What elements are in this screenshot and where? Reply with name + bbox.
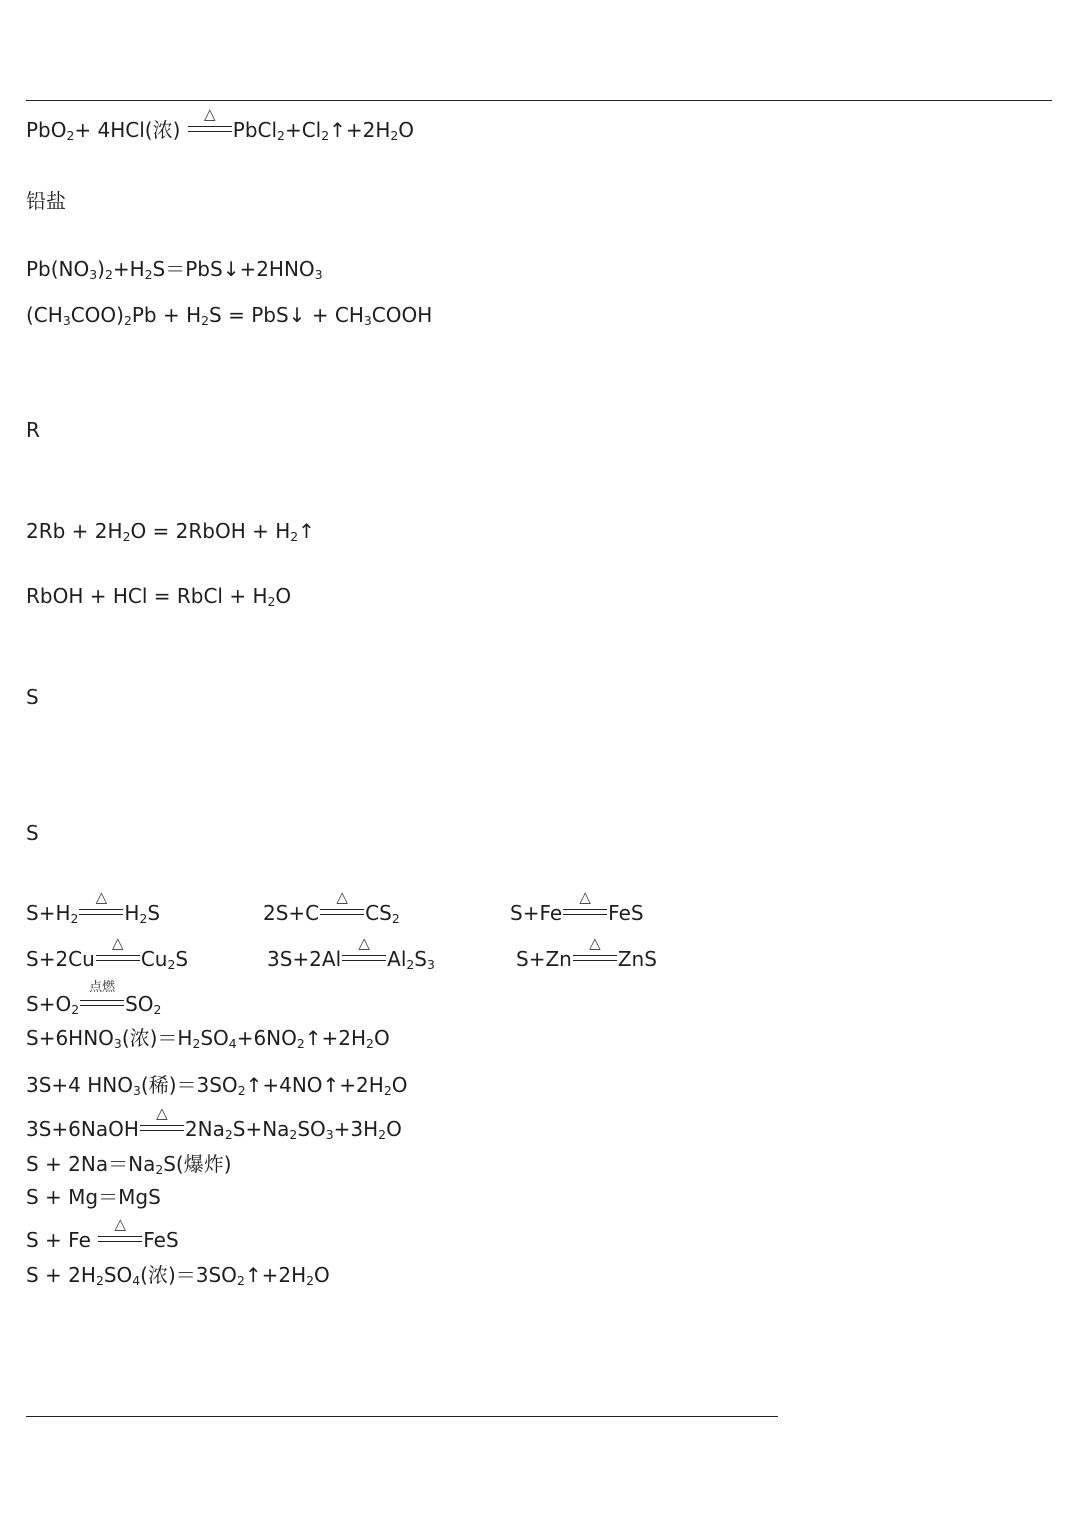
reaction-condition-label: 点燃 [89,980,116,995]
reaction-condition-arrow [320,888,364,917]
equation-text: PbO [26,118,67,142]
equation-text: +6NO [236,1026,297,1050]
reaction-condition-label: △ [336,888,348,906]
subscript: 2 [390,128,399,144]
equation-text: (浓)＝3SO [140,1263,237,1287]
equation-text: Pb + H [131,303,202,327]
reaction-condition-label: △ [589,934,601,952]
subscript: 2 [95,1273,104,1289]
equation-pbo2-hcl [26,105,415,144]
subscript: 2 [71,1002,80,1018]
equation-text: S+2Cu [26,947,95,971]
reaction-condition-label: △ [579,888,591,906]
subscript: 2 [201,313,210,329]
sulfur-heading: S [26,685,39,709]
double-bar-bottom [573,960,617,961]
equation-text: S = PbS↓ + CH [209,303,364,327]
equation-text: Pb(NO [26,257,90,281]
equation-text: S+O [26,992,72,1016]
subscript: 3 [325,1127,334,1143]
subscript: 2 [378,1127,387,1143]
double-bar-bottom [140,1130,184,1131]
equation-text: SO [200,1026,229,1050]
double-bar-top [79,909,123,910]
double-bar-top [320,909,364,910]
subscript: 2 [321,128,330,144]
equation-s-mg [26,1185,161,1209]
equation-rb-water [26,519,315,543]
subscript: 2 [224,1127,233,1143]
double-bar-top [98,1236,142,1237]
reaction-condition-arrow [79,888,123,917]
section-subheading-sulfur [26,821,39,845]
equation-text: SO [297,1117,326,1141]
equation-text: Al [387,947,407,971]
subscript: 2 [290,529,299,545]
subscript: 2 [237,1083,246,1099]
double-bar-bottom [80,1005,124,1006]
equation-s-naoh [26,1104,402,1143]
subscript: 2 [289,1127,298,1143]
equation-text: S + 2Na＝Na [26,1152,156,1176]
subscript: 2 [104,267,113,283]
equation-lead-nitrate-h2s [26,257,323,281]
reaction-condition-arrow [573,934,617,963]
reaction-condition-label: △ [203,105,216,123]
equation-s-o2 [26,980,162,1018]
equation-text: (稀)＝3SO [140,1073,238,1097]
subscript: 2 [306,1273,314,1289]
double-bar-bottom [342,960,386,961]
double-bar-top [96,955,140,956]
subscript: 4 [132,1273,141,1289]
equation-text: 3S+6NaOH [26,1117,139,1141]
equation-text: SO [103,1263,133,1287]
equation-text: COOH [371,303,433,327]
double-bar-top [188,126,232,127]
equation-s-c [263,888,400,927]
subscript: 2 [296,1036,305,1052]
equation-text: CS [365,901,392,925]
equation-text: O [314,1263,330,1287]
equation-text: S + Mg＝MgS [26,1185,161,1209]
equation-s-al [267,934,435,973]
double-bar-bottom [188,131,232,132]
equation-s-conc-h2so4 [26,1263,330,1287]
double-bar-top [80,1000,124,1001]
equation-lead-acetate-h2s-text [26,303,432,327]
subscript: 3 [363,313,372,329]
equation-text: O [398,118,415,142]
equation-lead-nitrate-h2s-text [26,257,323,281]
equation-s-mg-text [26,1185,161,1209]
equation-text: S(爆炸) [163,1152,232,1176]
double-bar-bottom [79,914,123,915]
equation-text: S+H [26,901,71,925]
double-bar-top [342,955,386,956]
equation-text: S [147,901,161,925]
equation-text: 2Na [184,1117,225,1141]
equation-text: + 4HCl(浓) [74,118,187,142]
double-bar-bottom [563,914,607,915]
equation-text: 2Rb + 2H [26,519,123,543]
reaction-condition-label: △ [114,1215,127,1233]
section-heading-lead-salts [26,189,66,213]
rubidium-heading: R [26,418,40,442]
equation-text: +H [112,257,145,281]
equation-s-cu-text [26,934,189,973]
equation-s-dilute-hno3 [26,1073,407,1097]
subscript: 2 [267,594,276,610]
subscript: 2 [192,1036,201,1052]
equation-s-c-text [263,888,400,927]
equation-text: 3S+2Al [267,947,342,971]
equation-text: 2S+C [263,901,320,925]
reaction-condition-arrow [563,888,607,917]
reaction-condition-arrow [98,1215,142,1244]
equation-s-conc-h2so4-text [26,1263,330,1287]
equation-text: S [414,947,427,971]
subscript: 2 [123,313,132,329]
double-bar-bottom [96,960,140,961]
equation-rb-water-text [26,519,315,543]
subscript: 2 [139,911,148,927]
equation-text: COO) [70,303,124,327]
equation-text: ↑+2H [329,118,391,142]
equation-text: S [175,947,189,971]
section-heading-sulfur [26,685,39,709]
equation-text: ↑+2H [304,1026,367,1050]
reaction-condition-arrow [80,980,124,1008]
equation-s-zn [516,934,657,971]
subscript: 3 [89,267,98,283]
sulfur-subheading: S [26,821,39,845]
reaction-condition-arrow [188,105,232,134]
equation-lead-acetate-h2s [26,303,432,327]
equation-text: FeS [143,1228,179,1252]
equation-s-zn-text [516,934,657,971]
equation-s-h2 [26,888,161,927]
equation-text: S+Zn [516,947,572,971]
equation-text: S＝PbS↓+2HNO [152,257,315,281]
reaction-condition-arrow [342,934,386,963]
subscript: 2 [122,529,131,545]
equation-text: O [386,1117,402,1141]
equation-s-fe [26,1215,179,1252]
equation-text: ) [97,257,105,281]
reaction-condition-label: △ [358,934,370,952]
bottom-rule [26,1416,778,1417]
subscript: 2 [391,911,400,927]
equation-text: (浓)＝H [121,1026,193,1050]
equation-s-fe-row [510,888,644,925]
equation-s-al-text [267,934,435,973]
subscript: 2 [366,1036,374,1052]
equation-text: S + Fe [26,1228,98,1252]
equation-text: (CH [26,303,63,327]
equation-text: ZnS [617,947,657,971]
equation-text: S+6HNO [26,1026,114,1050]
reaction-condition-label: △ [112,934,124,952]
equation-text: O [373,1026,390,1050]
equation-text: O [275,584,292,608]
equation-text: S+Fe [510,901,563,925]
subscript: 3 [62,313,71,329]
subscript: 2 [153,1002,162,1018]
equation-text: 3S+4 HNO [26,1073,134,1097]
equation-text: RbOH + HCl = RbCl + H [26,584,268,608]
reaction-condition-arrow [96,934,140,963]
equation-s-dilute-hno3-text [26,1073,407,1097]
equation-s-fe-row-text [510,888,644,925]
equation-s-cu [26,934,189,973]
reaction-condition-label: △ [95,888,108,906]
equation-text: ↑ [298,519,315,543]
equation-s-naoh-text [26,1104,402,1143]
equation-text: H [124,901,140,925]
double-bar-top [563,909,607,910]
subscript: 3 [113,1036,122,1052]
equation-text: SO [125,992,154,1016]
equation-s-fe-text [26,1215,179,1252]
subscript: 2 [277,128,285,144]
subscript: 2 [70,911,79,927]
equation-s-na [26,1152,232,1176]
equation-text: S + 2H [26,1263,96,1287]
double-bar-bottom [320,914,364,915]
equation-text: PbCl [232,118,278,142]
double-bar-top [573,955,617,956]
top-rule [26,100,1052,101]
section-heading-rubidium [26,418,40,442]
equation-text: O = 2RbOH + H [130,519,291,543]
equation-text: O [391,1073,408,1097]
subscript: 2 [66,128,75,144]
subscript: 2 [406,957,415,973]
equation-s-na-text [26,1152,232,1176]
equation-text: S+Na [232,1117,290,1141]
equation-rboh-hcl [26,584,291,608]
subscript: 3 [426,957,435,973]
subscript: 2 [155,1162,164,1178]
reaction-condition-arrow [140,1104,184,1133]
lead-salts-heading: 铅盐 [26,189,66,213]
equation-text: ↑+2H [244,1263,307,1287]
subscript: 2 [144,267,153,283]
equation-text: FeS [608,901,644,925]
subscript: 4 [228,1036,237,1052]
equation-s-h2-text [26,888,161,927]
equation-rboh-hcl-text [26,584,291,608]
double-bar-bottom [98,1241,142,1242]
equation-text: ↑+4NO↑+2H [245,1073,384,1097]
subscript: 2 [383,1083,392,1099]
subscript: 2 [167,957,176,973]
equation-pbo2-hcl-text [26,105,415,144]
equation-s-conc-hno3-text [26,1026,390,1050]
reaction-condition-label: △ [156,1104,168,1122]
equation-s-conc-hno3 [26,1026,390,1050]
equation-text: +3H [333,1117,379,1141]
double-bar-top [140,1125,184,1126]
equation-s-o2-text [26,980,162,1018]
subscript: 3 [314,267,323,283]
equation-text: Cu [140,947,168,971]
subscript: 2 [236,1273,245,1289]
equation-text: +Cl [284,118,322,142]
subscript: 3 [133,1083,141,1099]
